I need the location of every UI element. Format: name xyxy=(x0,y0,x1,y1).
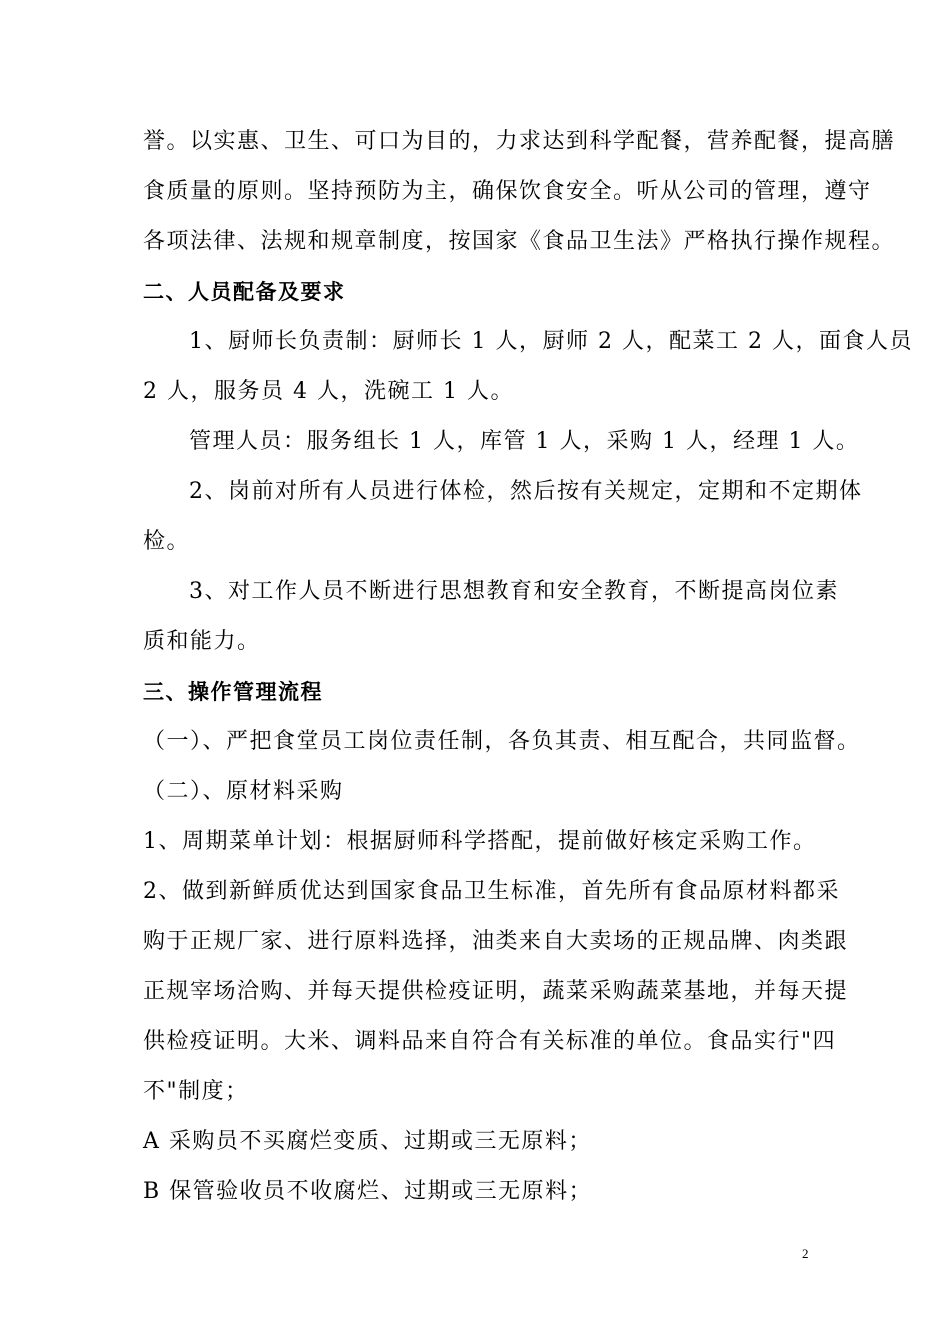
paragraph-line: 1、厨师长负责制：厨师长 1 人，厨师 2 人，配菜工 2 人，面食人员 xyxy=(189,329,913,354)
section-heading-personnel: 二、人员配备及要求 xyxy=(143,280,346,304)
paragraph-line: 2 人，服务员 4 人，洗碗工 1 人。 xyxy=(143,379,514,404)
paragraph-line: 质和能力。 xyxy=(143,629,261,654)
paragraph-line: 2、岗前对所有人员进行体检，然后按有关规定，定期和不定期体 xyxy=(189,479,863,504)
paragraph-line: 各项法律、法规和规章制度，按国家《食品卫生法》严格执行操作规程。 xyxy=(143,229,896,254)
paragraph-line: 3、对工作人员不断进行思想教育和安全教育，不断提高岗位素 xyxy=(189,579,839,604)
paragraph-line: 检。 xyxy=(143,529,191,554)
paragraph-line: 1、周期菜单计划：根据厨师科学搭配，提前做好核定采购工作。 xyxy=(143,829,817,854)
paragraph-line: 誉。以实惠、卫生、可口为目的，力求达到科学配餐，营养配餐，提高膳 xyxy=(143,129,896,154)
paragraph-line: 供检疫证明。大米、调料品来自符合有关标准的单位。食品实行"四 xyxy=(143,1029,837,1054)
paragraph-line: 正规宰场洽购、并每天提供检疫证明，蔬菜采购蔬菜基地，并每天提 xyxy=(143,979,849,1004)
section-heading-operations: 三、操作管理流程 xyxy=(143,680,323,704)
subsection-heading: （二）、原材料采购 xyxy=(143,779,344,804)
paragraph-line: 不"制度； xyxy=(143,1079,249,1104)
page-number: 2 xyxy=(802,1246,809,1261)
paragraph-line: 购于正规厂家、进行原料选择，油类来自大卖场的正规品牌、肉类跟 xyxy=(143,929,849,954)
list-item: B 保管验收员不收腐烂、过期或三无原料； xyxy=(143,1179,593,1204)
paragraph-line: 2、做到新鲜质优达到国家食品卫生标准，首先所有食品原材料都采 xyxy=(143,879,840,904)
paragraph-line: 食质量的原则。坚持预防为主，确保饮食安全。听从公司的管理，遵守 xyxy=(143,179,872,204)
list-item: A 采购员不买腐烂变质、过期或三无原料； xyxy=(143,1129,592,1154)
paragraph-line: 管理人员：服务组长 1 人，库管 1 人，采购 1 人，经理 1 人。 xyxy=(189,429,860,454)
paragraph-line: （一）、严把食堂员工岗位责任制，各负其责、相互配合，共同监督。 xyxy=(143,729,861,754)
